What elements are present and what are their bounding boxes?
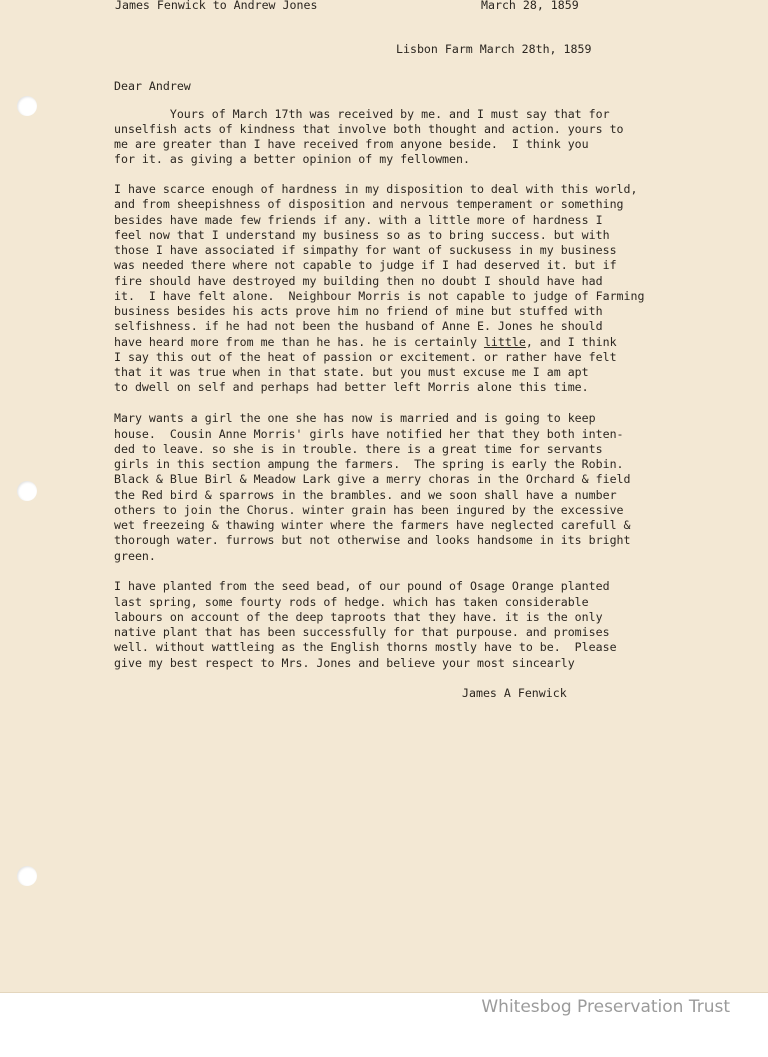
paragraph-4-line: give my best respect to Mrs. Jones and believe your most sincearly [114, 656, 575, 670]
paragraph-3-line: ded to leave. so she is in trouble. there is a great time for servants [114, 442, 603, 456]
binder-hole-bottom [17, 866, 37, 886]
paragraph-4-line: last spring, some fourty rods of hedge. which has taken considerable [114, 595, 589, 609]
place-date-line: Lisbon Farm March 28th, 1859 [396, 42, 592, 56]
paragraph-2-line: I have scarce enough of hardness in my disposition to deal with this world, [114, 182, 638, 196]
paragraph-3-line: others to join the Chorus. winter grain has been ingured by the excessive [114, 503, 624, 517]
paragraph-3-line: Mary wants a girl the one she has now is married and is going to keep [114, 411, 596, 425]
paragraph-2-line: was needed there where not capable to judge if I had deserved it. but if [114, 258, 617, 272]
paragraph-3-line: Black & Blue Birl & Meadow Lark give a merry choras in the Orchard & field [114, 472, 631, 486]
salutation: Dear Andrew [114, 79, 191, 93]
binder-hole-middle [17, 481, 37, 501]
paragraph-3-line: wet freezeing & thawing winter where the farmers have neglected carefull & [114, 518, 631, 532]
paragraph-2-line [114, 335, 617, 350]
paragraph-1-line: for it. as giving a better opinion of my fellowmen. [114, 152, 470, 166]
header-title: James Fenwick to Andrew Jones [115, 0, 318, 12]
binder-hole-top [17, 96, 37, 116]
paragraph-4-line: native plant that has been successfully for that purpouse. and promises [114, 625, 610, 639]
paragraph-4-line: labours on account of the deep taproots that they have. it is the only [114, 610, 603, 624]
paragraph-1-line: Yours of March 17th was received by me. and I must say that for [114, 107, 610, 121]
paragraph-2-line: to dwell on self and perhaps had better left Morris alone this time. [114, 380, 589, 394]
paragraph-2-line: that it was true when in that state. but you must excuse me I am apt [114, 365, 589, 379]
paragraph-1-line: me are greater than I have received from anyone beside. I think you [114, 137, 589, 151]
paragraph-2-line: feel now that I understand my business so as to bring success. but with [114, 228, 610, 242]
paragraph-2-line: I say this out of the heat of passion or excitement. or rather have felt [114, 350, 617, 364]
paragraph-2-line: business besides his acts prove him no friend of mine but stuffed with [114, 304, 603, 318]
underlined-word: little [483, 335, 526, 349]
paragraph-2-line: selfishness. if he had not been the husband of Anne E. Jones he should [114, 319, 603, 333]
paragraph-1-line: unselfish acts of kindness that involve both thought and action. yours to [114, 122, 624, 136]
paragraph-2-line: fire should have destroyed my building then no doubt I should have had [114, 274, 603, 288]
paragraph-3-line: girls in this section ampung the farmers. The spring is early the Robin. [114, 457, 624, 471]
paragraph-3-line: green. [114, 549, 156, 563]
paragraph-3-line: house. Cousin Anne Morris' girls have notified her that they both inten- [114, 427, 624, 441]
paragraph-3-line: thorough water. furrows but not otherwise and looks handsome in its bright [114, 533, 631, 547]
paragraph-2-line: those I have associated if simpathy for want of suckusess in my business [114, 243, 617, 257]
line-text: , and I think [525, 335, 617, 349]
paragraph-2-line: besides have made few friends if any. with a little more of hardness I [114, 213, 603, 227]
paragraph-4-line: I have planted from the seed bead, of our pound of Osage Orange planted [114, 579, 610, 593]
paragraph-4-line: well. without wattleing as the English thorns mostly have to be. Please [114, 640, 617, 654]
line-text: have heard more from me than he has. he is certainly [114, 335, 484, 349]
signature: James A Fenwick [462, 686, 567, 700]
paragraph-2-line: and from sheepishness of disposition and nervous temperament or something [114, 197, 624, 211]
header-date: March 28, 1859 [481, 0, 579, 12]
paragraph-2-line: it. I have felt alone. Neighbour Morris is not capable to judge of Farming [114, 289, 645, 303]
watermark: Whitesbog Preservation Trust [481, 997, 730, 1017]
paragraph-3-line: the Red bird & sparrows in the brambles. and we soon shall have a number [114, 488, 617, 502]
